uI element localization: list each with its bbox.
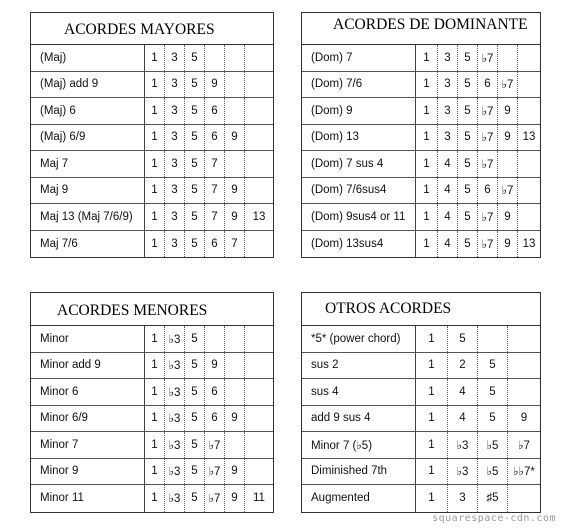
table-row	[302, 178, 540, 205]
interval-cell	[225, 72, 245, 98]
interval-cell	[508, 485, 540, 512]
interval-cell: 9	[498, 125, 518, 151]
interval-cell: 5	[185, 326, 205, 352]
interval-cell: 1	[416, 432, 448, 458]
interval-cell: 4	[438, 204, 458, 230]
interval-cell: 7	[205, 204, 225, 230]
table-otros-acordes	[301, 292, 541, 513]
interval-cell: 7	[205, 151, 225, 177]
interval-cell	[245, 125, 273, 151]
chord-name: Augmented	[302, 485, 416, 512]
interval-cell: 5	[478, 379, 508, 405]
table-row	[302, 379, 540, 406]
interval-cell: 13	[522, 131, 536, 144]
interval-cell: ♭3	[165, 353, 185, 379]
interval-cell: ♭3	[165, 485, 185, 512]
interval-cell	[508, 353, 540, 379]
table-row	[31, 432, 273, 459]
interval-cell: 3	[438, 125, 458, 151]
interval-cell: 9	[225, 485, 245, 512]
interval-cell	[478, 326, 508, 352]
chord-name: (Dom) 13sus4	[302, 231, 416, 258]
interval-cell: 5	[185, 459, 205, 485]
table-title: ACORDES MENORES	[31, 293, 273, 326]
interval-cell: ♭3	[165, 459, 185, 485]
interval-cell: 1	[145, 178, 165, 204]
interval-cell	[245, 406, 273, 432]
chord-name: Minor 7	[31, 432, 145, 458]
interval-cell: 4	[438, 151, 458, 177]
interval-cell: 9	[498, 98, 518, 124]
interval-cell: 5	[185, 379, 205, 405]
table-row	[302, 151, 540, 178]
chord-name: Minor 7 (♭5)	[302, 432, 416, 458]
interval-cell: 4	[438, 178, 458, 204]
interval-cell: 5	[185, 204, 205, 230]
interval-cell	[245, 72, 273, 98]
interval-cell: ♭3	[165, 432, 185, 458]
table-row	[31, 379, 273, 406]
chord-name: Maj 7/6	[31, 231, 145, 258]
interval-cell: 1	[416, 125, 438, 151]
interval-cell	[518, 178, 540, 204]
table-body	[31, 326, 273, 512]
table-row	[31, 45, 273, 72]
interval-cell: 1	[416, 204, 438, 230]
interval-cell: ♭7	[478, 151, 498, 177]
interval-cell: 1	[145, 151, 165, 177]
chord-name: (Dom) 9sus4 or 11	[302, 204, 416, 230]
chord-name: Minor	[31, 326, 145, 352]
interval-cell: 3	[448, 485, 478, 512]
table-body	[302, 45, 540, 257]
interval-cell: 5	[185, 45, 205, 71]
interval-cell: ♭7	[478, 231, 498, 258]
interval-cell: 4	[448, 379, 478, 405]
interval-cell: 1	[416, 231, 438, 258]
interval-cell: 9	[225, 204, 245, 230]
interval-cell: 1	[145, 459, 165, 485]
interval-cell: 5	[185, 231, 205, 258]
interval-cell: 6	[205, 231, 225, 258]
interval-cell: ♭3	[165, 406, 185, 432]
interval-cell: 5	[458, 231, 478, 258]
table-row	[31, 485, 273, 512]
interval-cell: ♭♭7*	[513, 466, 535, 479]
interval-cell: ♭3	[165, 326, 185, 352]
interval-cell: 3	[438, 72, 458, 98]
interval-cell	[245, 178, 273, 204]
table-row	[302, 231, 540, 258]
interval-cell: 5	[185, 178, 205, 204]
table-row	[31, 204, 273, 231]
interval-cell	[518, 45, 540, 71]
chord-name: *5* (power chord)	[302, 326, 416, 352]
table-row	[31, 178, 273, 205]
interval-cell	[225, 432, 245, 458]
interval-cell: ♭7	[478, 125, 498, 151]
interval-cell: 5	[185, 98, 205, 124]
table-row	[302, 125, 540, 152]
interval-cell: 3	[165, 72, 185, 98]
table-row	[302, 204, 540, 231]
interval-cell: ♭7	[478, 204, 498, 230]
interval-cell	[518, 72, 540, 98]
interval-cell	[518, 204, 540, 230]
interval-cell: 1	[416, 98, 438, 124]
interval-cell: 9	[225, 178, 245, 204]
interval-cell	[245, 432, 273, 458]
interval-cell: ♯5	[478, 485, 508, 512]
interval-cell: ♭7	[498, 72, 518, 98]
interval-cell: 1	[416, 45, 438, 71]
chord-name: (Dom) 7	[302, 45, 416, 71]
interval-cell	[225, 45, 245, 71]
table-title: OTROS ACORDES	[302, 293, 540, 326]
interval-cell: 5	[185, 406, 205, 432]
interval-cell: 1	[416, 406, 448, 432]
interval-cell: 2	[448, 353, 478, 379]
table-row	[302, 98, 540, 125]
interval-cell: 5	[458, 72, 478, 98]
table-row	[31, 231, 273, 258]
interval-cell: 1	[416, 151, 438, 177]
chord-name: Maj 9	[31, 178, 145, 204]
interval-cell: ♭5	[478, 459, 508, 485]
interval-cell: 3	[165, 125, 185, 151]
interval-cell: 1	[145, 326, 165, 352]
interval-cell: ♭7	[205, 485, 225, 512]
interval-cell: 3	[165, 204, 185, 230]
interval-cell: 1	[416, 485, 448, 512]
table-row	[302, 45, 540, 72]
interval-cell: 1	[145, 98, 165, 124]
interval-cell	[225, 151, 245, 177]
interval-cell: 9	[225, 125, 245, 151]
interval-cell: 9	[225, 406, 245, 432]
interval-cell: 13	[522, 237, 536, 250]
interval-cell: 3	[438, 98, 458, 124]
interval-cell: 5	[458, 151, 478, 177]
table-row	[302, 326, 540, 353]
interval-cell: ♭3	[448, 432, 478, 458]
interval-cell: 6	[205, 125, 225, 151]
interval-cell: 9	[498, 231, 518, 258]
table-row	[302, 72, 540, 99]
interval-cell: ♭7	[478, 98, 498, 124]
interval-cell: 1	[145, 432, 165, 458]
interval-cell: 6	[478, 72, 498, 98]
interval-cell: 1	[145, 231, 165, 258]
interval-cell: 1	[416, 353, 448, 379]
table-row	[302, 406, 540, 433]
interval-cell: ♭7	[205, 459, 225, 485]
table-row	[302, 485, 540, 512]
interval-cell: 5	[458, 178, 478, 204]
interval-cell: 7	[205, 178, 225, 204]
table-row	[302, 353, 540, 380]
interval-cell: 3	[165, 98, 185, 124]
interval-cell	[205, 45, 225, 71]
interval-cell	[225, 379, 245, 405]
interval-cell: ♭7	[205, 432, 225, 458]
chord-name: sus 4	[302, 379, 416, 405]
chord-name: (Dom) 13	[302, 125, 416, 151]
table-title: ACORDES DE DOMINANTE	[302, 13, 540, 45]
interval-cell: 6	[205, 379, 225, 405]
chord-name: Minor 6	[31, 379, 145, 405]
interval-cell	[245, 151, 273, 177]
interval-cell: 5	[478, 353, 508, 379]
table-acordes-menores	[30, 292, 274, 513]
table-row	[31, 406, 273, 433]
interval-cell: ♭5	[478, 432, 508, 458]
interval-cell: 1	[145, 204, 165, 230]
interval-cell	[225, 98, 245, 124]
interval-cell	[508, 379, 540, 405]
chord-name: (Maj) 6	[31, 98, 145, 124]
chord-name: sus 2	[302, 353, 416, 379]
table-title: ACORDES MAYORES	[31, 13, 273, 45]
interval-cell	[225, 353, 245, 379]
interval-cell: 1	[145, 45, 165, 71]
table-row	[31, 151, 273, 178]
interval-cell: 6	[205, 98, 225, 124]
interval-cell: 4	[438, 231, 458, 258]
interval-cell: 5	[458, 98, 478, 124]
table-row	[31, 326, 273, 353]
table-body	[302, 326, 540, 512]
interval-cell: 3	[165, 231, 185, 258]
interval-cell: 3	[438, 45, 458, 71]
table-row	[31, 98, 273, 125]
interval-cell: 5	[458, 204, 478, 230]
interval-cell: 1	[145, 353, 165, 379]
interval-cell	[245, 459, 273, 485]
interval-cell: 7	[225, 231, 245, 258]
table-acordes-dominante	[301, 12, 541, 258]
interval-cell: 11	[253, 492, 265, 505]
interval-cell: 1	[416, 379, 448, 405]
interval-cell: 1	[145, 379, 165, 405]
interval-cell: 9	[205, 353, 225, 379]
interval-cell: 3	[165, 45, 185, 71]
interval-cell: 1	[416, 326, 448, 352]
table-row	[31, 125, 273, 152]
interval-cell	[245, 231, 273, 258]
interval-cell: 1	[416, 178, 438, 204]
interval-cell: ♭7	[478, 45, 498, 71]
table-row	[31, 353, 273, 380]
table-row	[302, 459, 540, 486]
interval-cell: 1	[145, 125, 165, 151]
interval-cell: 1	[145, 406, 165, 432]
interval-cell	[508, 326, 540, 352]
interval-cell: 5	[185, 432, 205, 458]
chord-name: Maj 13 (Maj 7/6/9)	[31, 204, 145, 230]
chord-name: Minor add 9	[31, 353, 145, 379]
interval-cell: 5	[478, 406, 508, 432]
interval-cell: 5	[185, 72, 205, 98]
chord-name: Minor 9	[31, 459, 145, 485]
chord-name: add 9 sus 4	[302, 406, 416, 432]
table-row	[31, 72, 273, 99]
interval-cell: 5	[448, 326, 478, 352]
interval-cell	[205, 326, 225, 352]
table-body	[31, 45, 273, 257]
chord-name: Minor 11	[31, 485, 145, 512]
chord-name: (Maj)	[31, 45, 145, 71]
interval-cell	[245, 98, 273, 124]
interval-cell	[245, 45, 273, 71]
interval-cell	[518, 151, 540, 177]
interval-cell	[245, 379, 273, 405]
interval-cell	[245, 326, 273, 352]
interval-cell: ♭7	[498, 178, 518, 204]
interval-cell: 1	[416, 459, 448, 485]
table-acordes-mayores	[30, 12, 274, 258]
interval-cell: 3	[165, 151, 185, 177]
interval-cell: ♭3	[448, 459, 478, 485]
chord-name: (Dom) 7/6sus4	[302, 178, 416, 204]
interval-cell: 9	[225, 459, 245, 485]
interval-cell: 9	[498, 204, 518, 230]
interval-cell: 5	[185, 151, 205, 177]
interval-cell: 3	[165, 178, 185, 204]
interval-cell: 5	[458, 45, 478, 71]
chord-name: (Maj) 6/9	[31, 125, 145, 151]
interval-cell: 6	[205, 406, 225, 432]
interval-cell: ♭7	[518, 439, 530, 452]
chord-name: (Maj) add 9	[31, 72, 145, 98]
interval-cell: 1	[145, 72, 165, 98]
chord-name: (Dom) 7/6	[302, 72, 416, 98]
interval-cell	[498, 151, 518, 177]
interval-cell: 5	[185, 125, 205, 151]
watermark: squarespace-cdn.com	[432, 513, 556, 524]
interval-cell: 1	[416, 72, 438, 98]
interval-cell: 5	[458, 125, 478, 151]
interval-cell: 4	[448, 406, 478, 432]
interval-cell: 1	[145, 485, 165, 512]
table-row	[31, 459, 273, 486]
chord-name: (Dom) 9	[302, 98, 416, 124]
interval-cell: 13	[252, 210, 266, 223]
interval-cell	[498, 45, 518, 71]
interval-cell: 5	[185, 353, 205, 379]
chord-name: Maj 7	[31, 151, 145, 177]
interval-cell: 9	[520, 412, 528, 425]
interval-cell: 5	[185, 485, 205, 512]
interval-cell	[518, 98, 540, 124]
interval-cell: 6	[478, 178, 498, 204]
chord-name: (Dom) 7 sus 4	[302, 151, 416, 177]
interval-cell	[245, 353, 273, 379]
interval-cell	[225, 326, 245, 352]
chord-name: Minor 6/9	[31, 406, 145, 432]
table-row	[302, 432, 540, 459]
interval-cell: ♭3	[165, 379, 185, 405]
interval-cell: 9	[205, 72, 225, 98]
chord-name: Diminished 7th	[302, 459, 416, 485]
